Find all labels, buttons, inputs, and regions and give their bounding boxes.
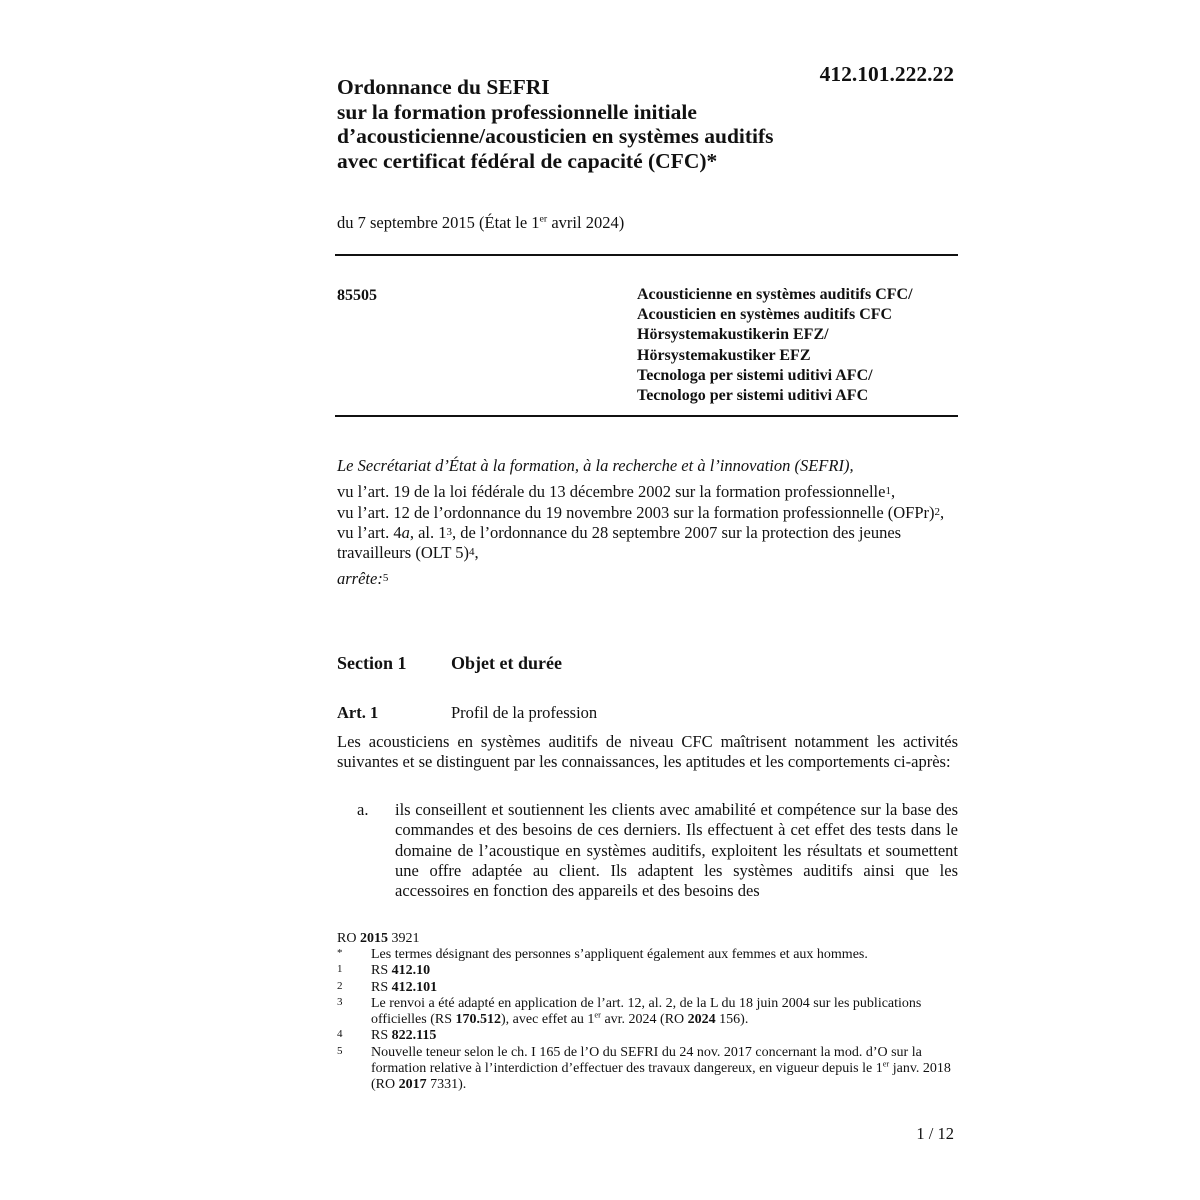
footnote-mark: 5 — [337, 1044, 343, 1057]
footnote: 1 RS 412.10 — [337, 963, 431, 979]
title-line: d’acousticienne/acousticien en systèmes auditifs — [337, 124, 774, 148]
profession-title: Hörsystemakustiker EFZ — [637, 346, 811, 364]
ro-link[interactable]: 2017 — [398, 1077, 427, 1093]
section-title: Objet et durée — [451, 653, 562, 673]
profession-code: 85505 — [337, 287, 377, 304]
footnote-mark: 4 — [337, 1028, 343, 1041]
footnote-ref[interactable]: 1 — [885, 485, 891, 498]
footnote: 4 RS 822.115 — [337, 1028, 437, 1044]
sr-link[interactable]: 412.101 — [391, 979, 438, 995]
footnote: 5 Nouvelle teneur selon le ch. I 165 de l’O du SEFRI du 24 nov. 2017 concernant la mod. d’O sur la formation relative à l’interdiction d’effectuer des travaux dangereux, en vigueur depuis le 1er janv. 2018 (RO 2017 7331). — [337, 1044, 951, 1093]
article-intro: Les acousticiens en systèmes auditifs de niveau CFC maîtrisent notamment les activités suivantes et se distinguent par les connaissances, les aptitudes et les comportements ci-après: — [337, 732, 958, 772]
list-item — [337, 800, 958, 901]
profession-title: Hörsystemakustikerin EFZ/ — [637, 326, 829, 344]
footnote-ref[interactable]: 5 — [382, 572, 389, 585]
footnote-mark: 2 — [337, 979, 343, 992]
profession-title: Tecnologa per sistemi uditivi AFC/ — [637, 366, 873, 384]
date-prefix: du 7 septembre 2015 (État le 1 — [337, 213, 540, 232]
list-item-text: ils conseillent et soutiennent les clients avec amabilité et compétence sur la base des commandes et des besoins de ces derniers. Ils effectuent à cet effet des tests dans le domaine de l’acoustique en systèmes auditifs, exploitent les résultats et soumettent une offre adaptée au client. Ils adaptent les systèmes auditifs ainsi que les accessoires en fonction des appareils et des besoins des — [395, 800, 958, 901]
ro-link[interactable]: 2024 — [687, 1012, 716, 1028]
footnote: 2 RS 412.101 — [337, 979, 438, 995]
document-title — [337, 75, 857, 173]
footnote-ref[interactable]: 3 — [446, 525, 453, 538]
top-rule — [335, 254, 958, 256]
date-line — [337, 213, 624, 233]
profession-titles — [637, 285, 957, 406]
date-suffix: avril 2024) — [547, 213, 625, 232]
list-marker: a. — [357, 800, 369, 819]
footnote: 3 Le renvoi a été adapté en application de l’art. 12, al. 2, de la L du 18 juin 2004 sur les publications officielles (RS 170.512), avec effet au 1er avr. 2024 (RO 2024 156). — [337, 995, 922, 1028]
section-heading — [337, 653, 562, 674]
preamble-decree: arrête:$^5$ — [337, 569, 389, 589]
page-number: 1 / 12 — [916, 1124, 954, 1143]
preamble-basis-2: vu l’art. 12 de l’ordonnance du 19 novembre 2003 sur la formation professionnelle (OFPr)$^2$, — [337, 502, 945, 522]
footnote-ref[interactable]: 4 — [468, 546, 475, 559]
preamble — [337, 456, 959, 590]
footnotes — [337, 947, 959, 1094]
sr-link[interactable]: 170.512 — [455, 1012, 502, 1028]
bottom-rule — [335, 415, 958, 417]
article-heading — [337, 703, 737, 723]
article-title: Profil de la profession — [451, 703, 598, 722]
footnote-mark: * — [337, 947, 343, 959]
title-line: avec certificat fédéral de capacité (CFC)* — [337, 148, 718, 173]
preamble-basis-1: vu l’art. 19 de la loi fédérale du 13 décembre 2002 sur la formation professionnelle$^1$, — [337, 482, 896, 502]
preamble-basis-3: vu l’art. 4a, al. 1$^3$, de l’ordonnance du 28 septembre 2007 sur la protection des jeunes travailleurs (OLT 5)$^4$, — [337, 522, 902, 563]
title-line: sur la formation professionnelle initiale — [337, 99, 697, 124]
footnote-mark: 3 — [337, 995, 343, 1008]
sr-link[interactable]: 822.115 — [391, 1028, 437, 1044]
sr-link[interactable]: 412.10 — [391, 963, 431, 979]
article-number: Art. 1 — [337, 703, 379, 722]
profession-title: Acousticienne en systèmes auditifs CFC/ — [637, 286, 913, 303]
preamble-authority: Le Secrétariat d’État à la formation, à la recherche et à l’innovation (SEFRI), — [337, 456, 854, 475]
footnote: * Les termes désignant des personnes s’appliquent également aux femmes et aux hommes. — [337, 947, 868, 962]
sr-number: 412.101.222.22 — [819, 62, 954, 86]
footnote-mark: 1 — [337, 963, 343, 976]
profession-title: Tecnologo per sistemi uditivi AFC — [637, 387, 869, 405]
profession-title: Acousticien en systèmes auditifs CFC — [637, 306, 893, 324]
date-sup: er — [539, 213, 548, 225]
title-line: Ordonnance du SEFRI — [337, 75, 550, 99]
section-label: Section 1 — [337, 653, 407, 673]
ro-reference: RO 2015 3921 — [337, 931, 420, 946]
footnote-ref[interactable]: 2 — [934, 505, 941, 518]
